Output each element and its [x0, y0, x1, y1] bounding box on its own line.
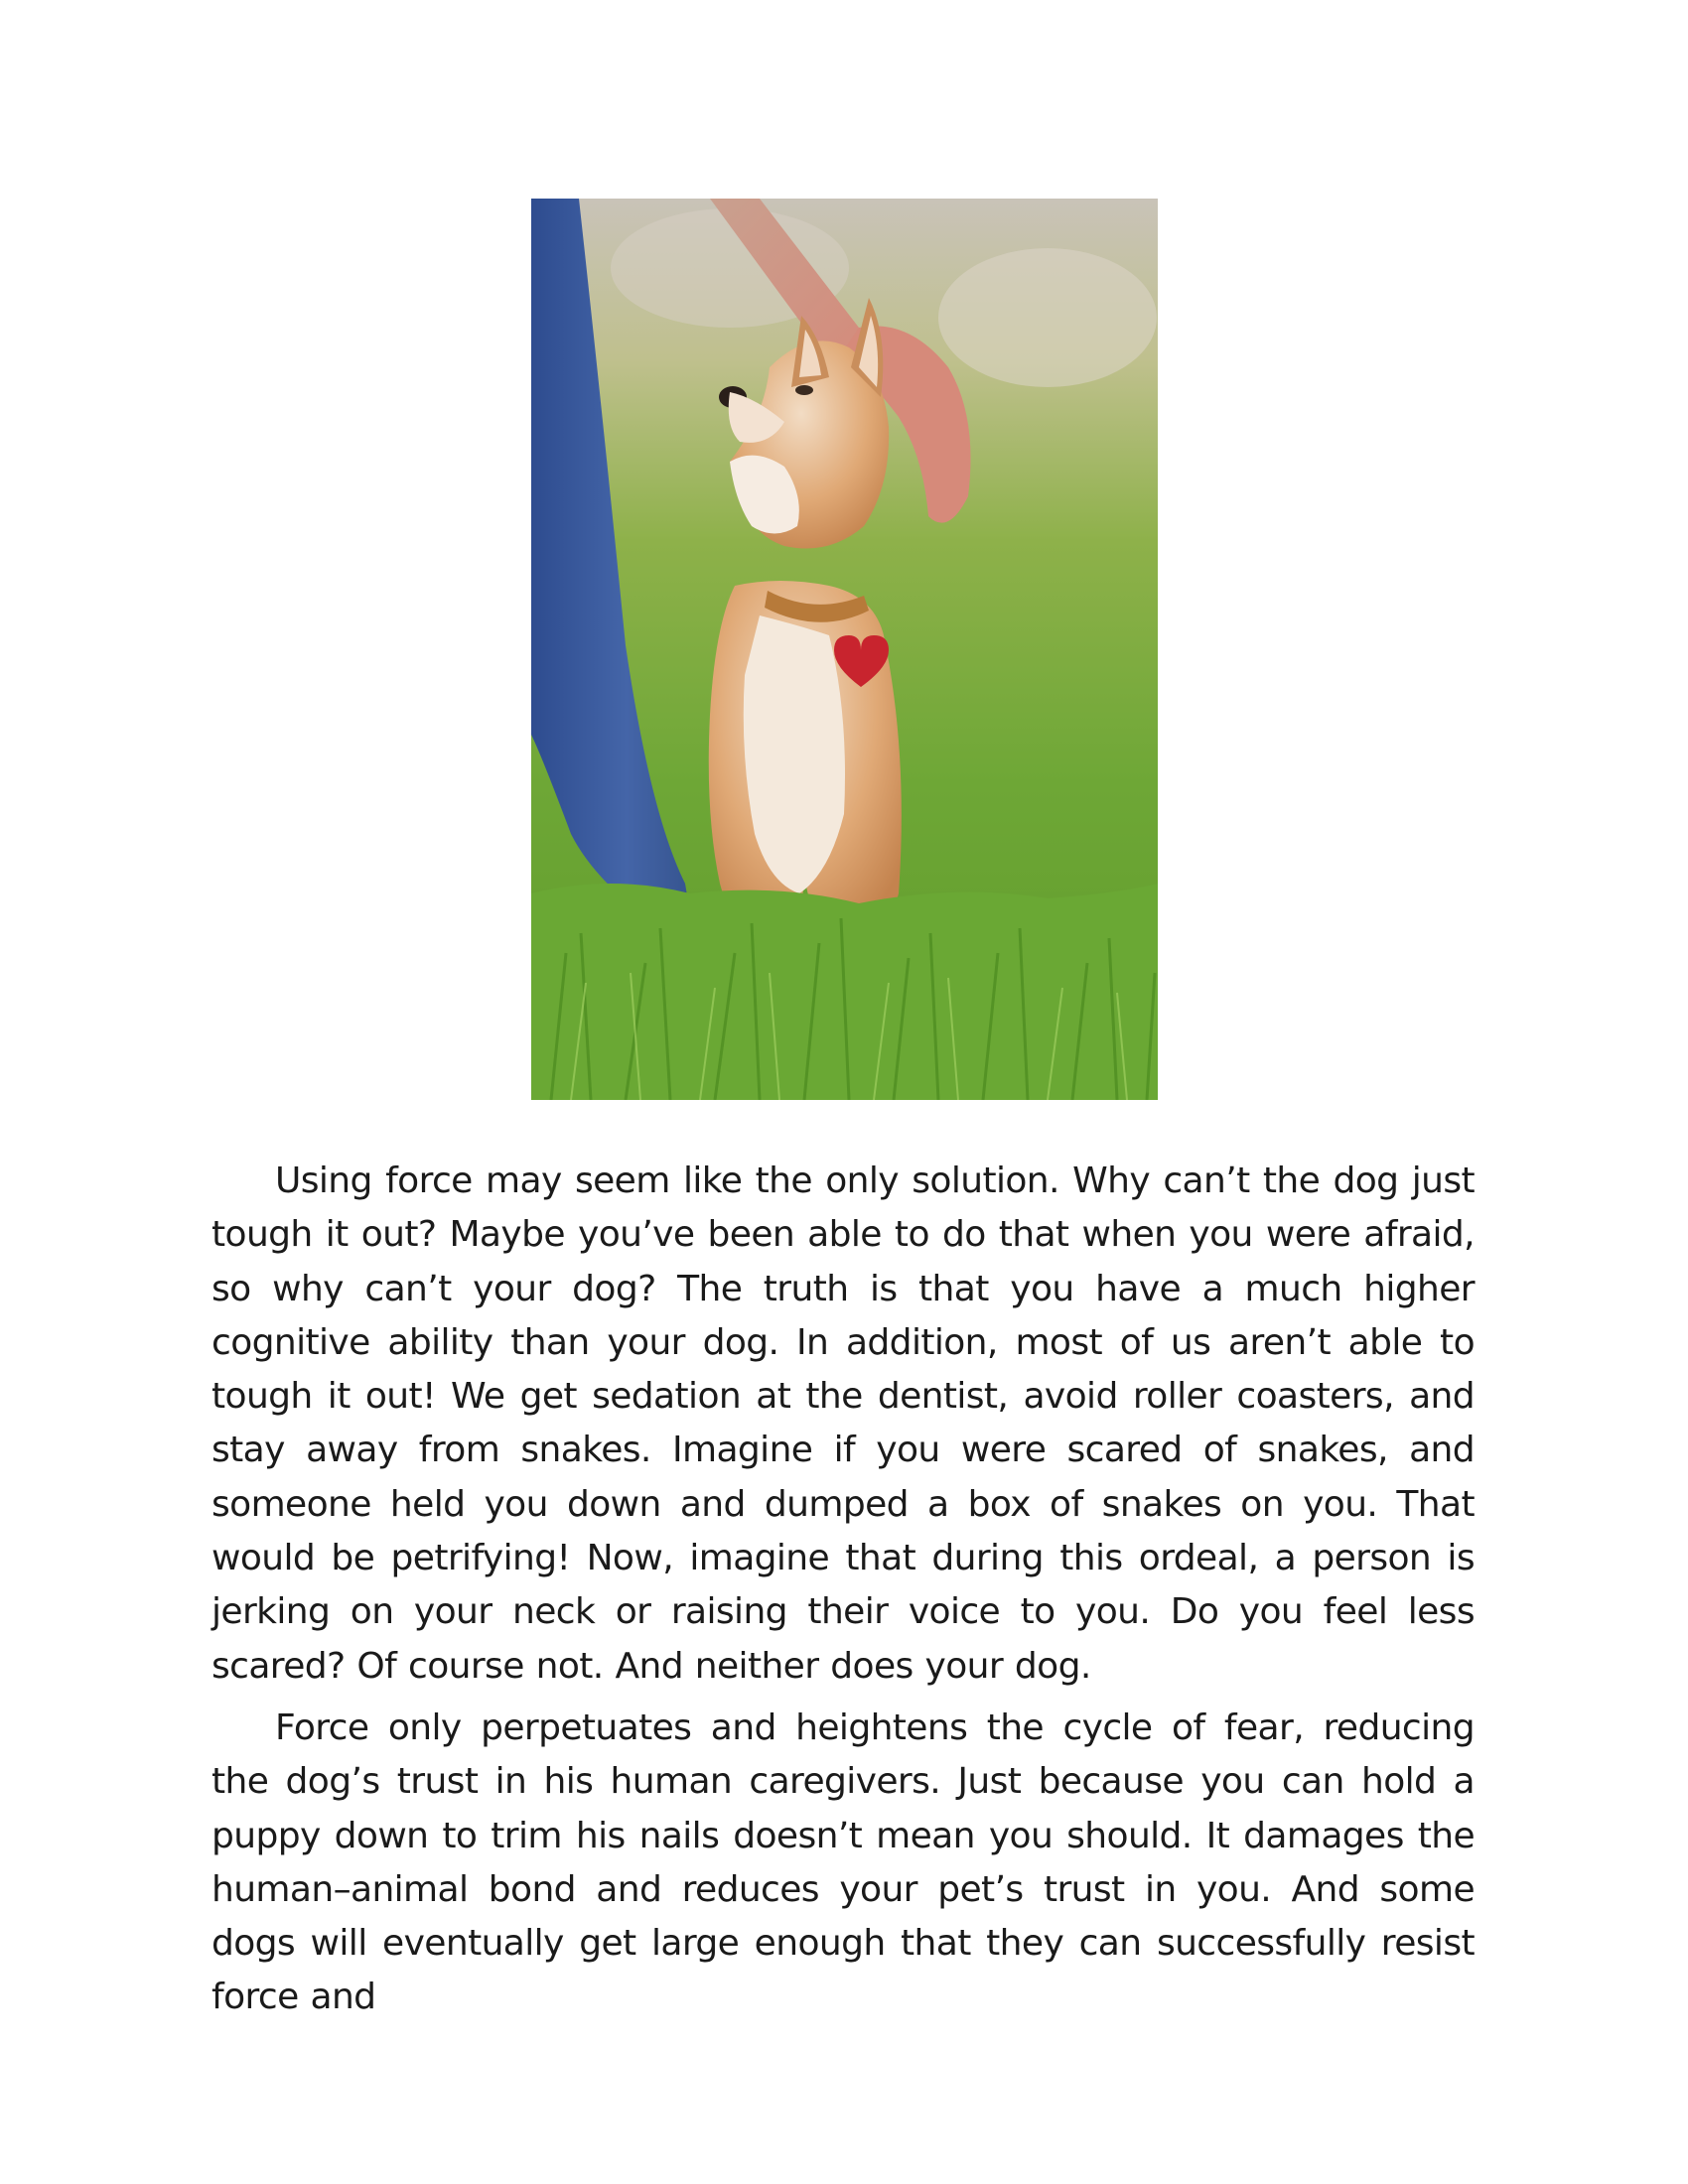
paragraph: Using force may seem like the only solution. Why can’t the dog just tough it out? Maybe you’ve been able to do that when you were afraid, so why can’t your dog? The truth is that you have a much higher cognitive ability than your dog. In addition, most of us aren’t able to tough it out! We get sedation at the dentist, avoid roller coasters, and stay away from snakes. Imagine if you were scared of snakes, and someone held you down and dumped a box of snakes on you. That would be petrifying! Now, imagine that during this ordeal, a person is jerking on your neck or raising their voice to you. Do you feel less scared? Of course not. And neither does your dog.: [211, 1160, 1475, 1687]
paragraph: Force only perpetuates and heightens the cycle of fear, reducing the dog’s trust in his human caregivers. Just because you can hold a puppy down to trim his nails doesn’t mean you should. It damages the human–animal bond and reduces your pet’s trust in you. And some dogs will eventually get large enough that they can successfully resist force and: [211, 1706, 1475, 2018]
body-text: [211, 1155, 1475, 2033]
dog-photo-icon: [531, 199, 1158, 1100]
dog-photo: [531, 199, 1158, 1100]
